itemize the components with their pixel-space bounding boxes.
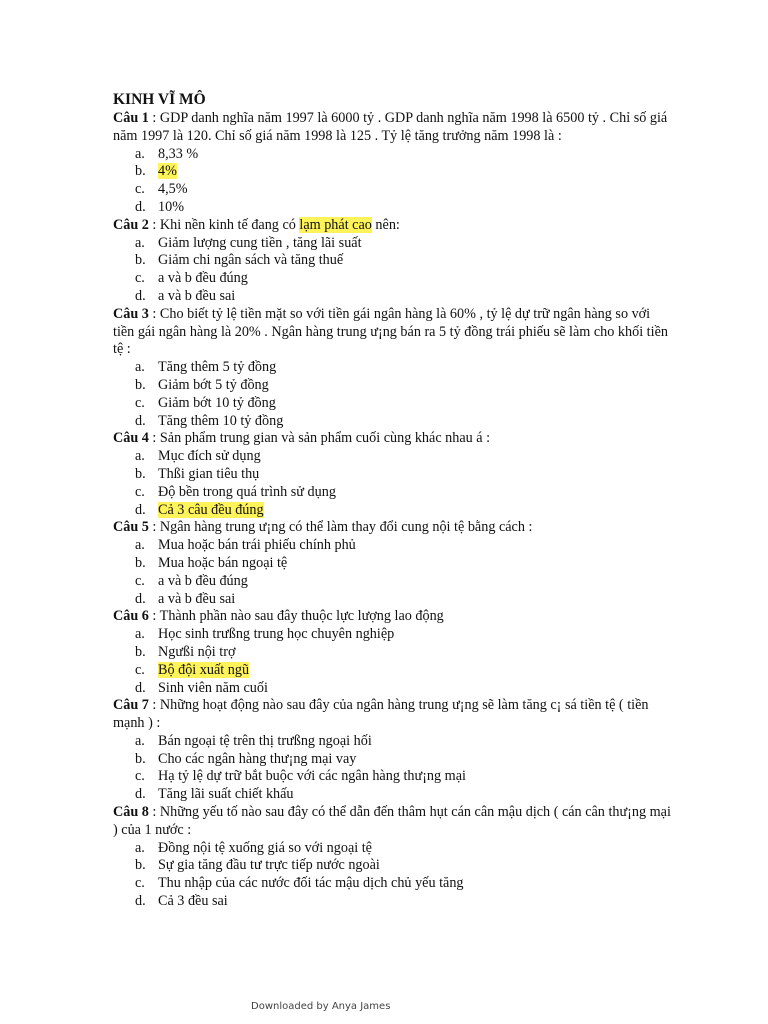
question-text-segment: : Ngân hàng trung ư¡ng có thể làm thay đổi cung nội tệ bằng cách : bbox=[148, 519, 533, 536]
option-item bbox=[113, 875, 673, 893]
question-label: Câu 3 bbox=[113, 305, 149, 322]
option-text: Hạ tỷ lệ dự trữ bắt buộc với các ngân hàng thư¡ng mại bbox=[158, 768, 466, 785]
option-item bbox=[113, 270, 673, 288]
option-letter: c. bbox=[135, 270, 145, 287]
question-text bbox=[113, 804, 673, 840]
question-label: Câu 7 bbox=[113, 697, 149, 714]
question-text-segment: : Cho biết tỷ lệ tiền mặt so với tiền gái ngân hàng là 60% , tỷ lệ dự trữ ngân hàng so với tiền gái ngân hàng là 20% . Ngân hàng trung ư¡ng bán ra 5 tỷ đồng trái phiếu sẽ làm cho khối tiền tệ : bbox=[113, 305, 668, 358]
option-text: Cho các ngân hàng thư¡ng mại vay bbox=[158, 750, 357, 767]
highlighted-answer: Cả 3 câu đều đúng bbox=[158, 501, 264, 518]
option-item bbox=[113, 359, 673, 377]
option-item bbox=[113, 395, 673, 413]
option-item bbox=[113, 751, 673, 769]
option-item bbox=[113, 181, 673, 199]
document-title: KINH VĨ MÔ bbox=[113, 91, 206, 108]
option-text: a và b đều sai bbox=[158, 287, 236, 304]
option-text: Tăng thêm 10 tỷ đồng bbox=[158, 412, 284, 429]
option-text: Mua hoặc bán ngoại tệ bbox=[158, 554, 288, 571]
option-list bbox=[113, 733, 673, 804]
option-item bbox=[113, 377, 673, 395]
option-item bbox=[113, 252, 673, 270]
question-text-segment: : Sản phẩm trung gian và sản phẩm cuối cùng khác nhau á : bbox=[148, 430, 491, 447]
question-text bbox=[113, 608, 673, 626]
option-item bbox=[113, 163, 673, 181]
option-item bbox=[113, 626, 673, 644]
highlighted-answer: 4% bbox=[158, 163, 177, 180]
option-letter: c. bbox=[135, 875, 145, 892]
option-item bbox=[113, 537, 673, 555]
question-text bbox=[113, 430, 673, 448]
option-text: Tăng thêm 5 tỷ đồng bbox=[158, 359, 277, 376]
question-text-segment: : GDP danh nghĩa năm 1997 là 6000 tỷ . GDP danh nghĩa năm 1998 là 6500 tỷ . Chỉ số giá năm 1997 là 120. Chỉ số giá năm 1998 là 125 . Tỷ lệ tăng trưởng năm 1998 là : bbox=[113, 110, 668, 144]
option-letter: c. bbox=[135, 181, 145, 198]
option-text: 10% bbox=[158, 198, 185, 215]
question-block bbox=[113, 217, 673, 306]
option-letter: d. bbox=[135, 786, 146, 803]
question-text-segment: nên: bbox=[371, 216, 400, 233]
question-label: Câu 6 bbox=[113, 608, 149, 625]
option-letter: b. bbox=[135, 554, 146, 571]
question-block bbox=[113, 306, 673, 431]
option-letter: d. bbox=[135, 893, 146, 910]
option-text: 8,33 % bbox=[158, 145, 199, 162]
option-item bbox=[113, 146, 673, 164]
option-text: Đồng nội tệ xuống giá so với ngoại tệ bbox=[158, 839, 372, 856]
option-item bbox=[113, 448, 673, 466]
question-text-segment: : Những yếu tố nào sau đây có thể dẫn đến thâm hụt cán cân mậu dịch ( cán cân thư¡ng mại ) của 1 nước : bbox=[113, 804, 671, 838]
question-text bbox=[113, 110, 673, 146]
question-text bbox=[113, 306, 673, 359]
option-item bbox=[113, 502, 673, 520]
option-list bbox=[113, 840, 673, 911]
option-item bbox=[113, 662, 673, 680]
option-letter: a. bbox=[135, 732, 145, 749]
option-text: Cả 3 đều sai bbox=[158, 893, 228, 910]
option-text: Tăng lãi suất chiết khấu bbox=[158, 786, 294, 803]
question-label: Câu 5 bbox=[113, 519, 149, 536]
option-text: Thßi gian tiêu thụ bbox=[158, 465, 260, 482]
option-text: a và b đều đúng bbox=[158, 270, 248, 287]
option-item bbox=[113, 591, 673, 609]
option-list bbox=[113, 448, 673, 519]
option-letter: d. bbox=[135, 412, 146, 429]
option-letter: d. bbox=[135, 501, 146, 518]
option-item bbox=[113, 466, 673, 484]
question-label: Câu 1 bbox=[113, 110, 149, 126]
option-letter: c. bbox=[135, 768, 145, 785]
question-text bbox=[113, 217, 673, 235]
option-letter: b. bbox=[135, 376, 146, 393]
option-text: Mục đích sử dụng bbox=[158, 448, 261, 465]
option-text: Ngưßi nội trợ bbox=[158, 643, 236, 660]
option-text: Thu nhập của các nước đối tác mậu dịch chủ yếu tăng bbox=[158, 875, 464, 892]
option-item bbox=[113, 288, 673, 306]
option-list bbox=[113, 359, 673, 430]
option-letter: c. bbox=[135, 394, 145, 411]
option-list bbox=[113, 235, 673, 306]
option-letter: a. bbox=[135, 839, 145, 856]
option-text: Độ bền trong quá trình sử dụng bbox=[158, 483, 336, 500]
option-letter: c. bbox=[135, 483, 145, 500]
option-letter: a. bbox=[135, 145, 145, 162]
option-item bbox=[113, 680, 673, 698]
option-letter: d. bbox=[135, 679, 146, 696]
question-text-segment: : Khi nền kinh tế đang có bbox=[148, 216, 300, 233]
option-letter: a. bbox=[135, 537, 145, 554]
option-text: Bán ngoại tệ trên thị trưßng ngoại hối bbox=[158, 732, 372, 749]
option-text: 4,5% bbox=[158, 181, 188, 198]
question-block bbox=[113, 110, 673, 217]
option-letter: a. bbox=[135, 359, 145, 376]
option-item bbox=[113, 857, 673, 875]
option-letter: c. bbox=[135, 572, 145, 589]
option-item bbox=[113, 644, 673, 662]
question-block bbox=[113, 430, 673, 519]
option-text: Sinh viên năm cuối bbox=[158, 679, 268, 696]
question-text-segment: : Những hoạt động nào sau đây của ngân hàng trung ư¡ng sẽ làm tăng c¡ sá tiền tệ ( tiền mạnh ) : bbox=[113, 697, 649, 732]
option-item bbox=[113, 199, 673, 217]
question-block bbox=[113, 697, 673, 804]
option-letter: a. bbox=[135, 448, 145, 465]
option-letter: b. bbox=[135, 750, 146, 767]
option-text: a và b đều sai bbox=[158, 590, 236, 607]
question-block bbox=[113, 804, 673, 911]
option-list bbox=[113, 537, 673, 608]
option-item bbox=[113, 893, 673, 911]
option-item bbox=[113, 413, 673, 431]
question-text bbox=[113, 697, 673, 733]
option-text: Giảm lượng cung tiền , tăng lãi suất bbox=[158, 234, 362, 251]
question-block bbox=[113, 608, 673, 697]
question-text-segment: : Thành phần nào sau đây thuộc lực lượng lao động bbox=[148, 608, 444, 625]
option-list bbox=[113, 626, 673, 697]
option-item bbox=[113, 733, 673, 751]
option-letter: c. bbox=[135, 661, 145, 678]
option-letter: d. bbox=[135, 590, 146, 607]
option-letter: a. bbox=[135, 626, 145, 643]
option-item bbox=[113, 573, 673, 591]
option-text: Giảm bớt 5 tỷ đồng bbox=[158, 376, 269, 393]
option-list bbox=[113, 146, 673, 217]
option-letter: b. bbox=[135, 465, 146, 482]
option-text: a và b đều đúng bbox=[158, 572, 248, 589]
question-label: Câu 4 bbox=[113, 430, 149, 447]
option-item bbox=[113, 840, 673, 858]
question-text bbox=[113, 519, 673, 537]
option-text: Học sinh trưßng trung học chuyên nghiệp bbox=[158, 626, 395, 643]
option-item bbox=[113, 786, 673, 804]
option-item bbox=[113, 484, 673, 502]
option-text: Sự gia tăng đầu tư trực tiếp nước ngoài bbox=[158, 857, 380, 874]
option-letter: b. bbox=[135, 857, 146, 874]
download-footer: Downloaded by Anya James bbox=[251, 1001, 391, 1012]
document-page bbox=[113, 90, 673, 911]
option-text: Giảm bớt 10 tỷ đồng bbox=[158, 394, 276, 411]
option-item bbox=[113, 555, 673, 573]
option-item bbox=[113, 235, 673, 253]
option-letter: b. bbox=[135, 163, 146, 180]
option-letter: a. bbox=[135, 234, 145, 251]
option-letter: d. bbox=[135, 287, 146, 304]
highlighted-text: lạm phát cao bbox=[299, 216, 372, 233]
option-letter: b. bbox=[135, 252, 146, 269]
option-item bbox=[113, 768, 673, 786]
highlighted-answer: Bộ đội xuất ngũ bbox=[158, 661, 250, 678]
option-letter: d. bbox=[135, 198, 146, 215]
question-list bbox=[113, 110, 673, 911]
option-letter: b. bbox=[135, 643, 146, 660]
question-label: Câu 2 bbox=[113, 216, 149, 233]
question-block bbox=[113, 519, 673, 608]
option-text: Giảm chi ngân sách và tăng thuế bbox=[158, 252, 344, 269]
question-label: Câu 8 bbox=[113, 804, 149, 821]
option-text: Mua hoặc bán trái phiếu chính phủ bbox=[158, 537, 356, 554]
